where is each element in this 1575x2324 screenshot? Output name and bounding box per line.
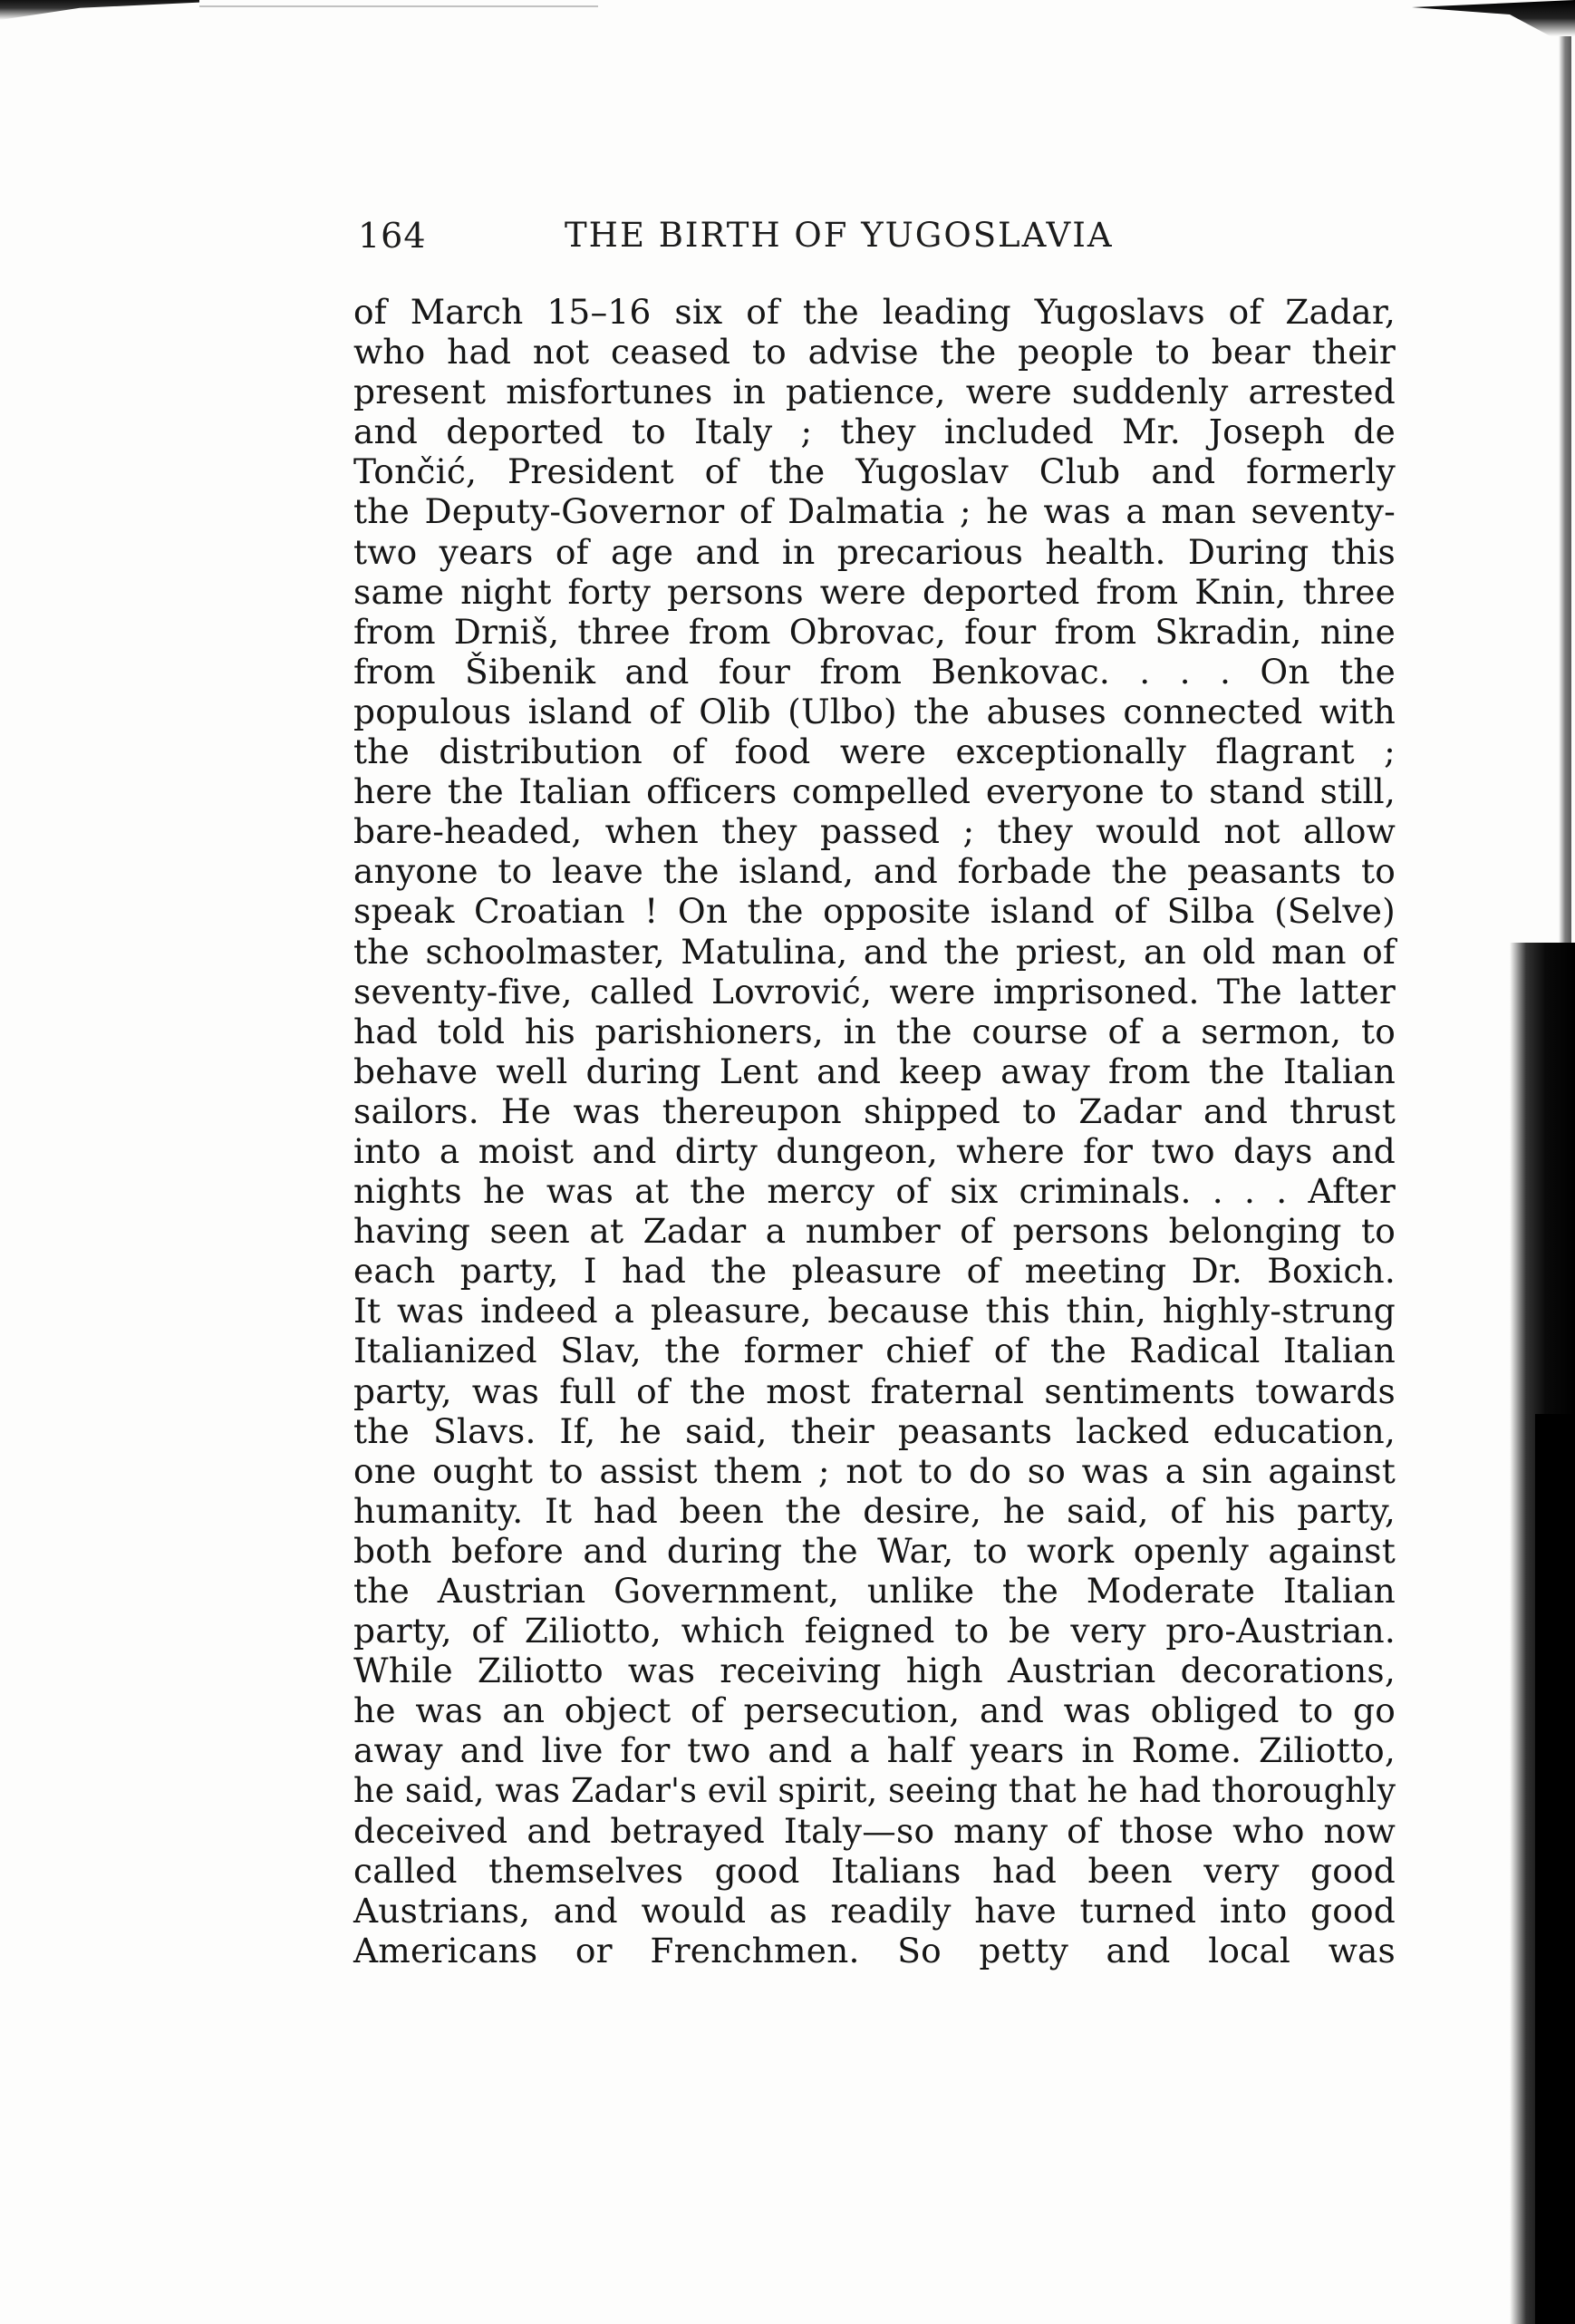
text-line: Americans or Frenchmen. So petty and local was — [353, 1930, 1396, 1971]
scan-edge-shadow — [1535, 1414, 1575, 2324]
body-text — [353, 292, 1396, 1971]
text-line: two years of age and in precarious health. During this — [353, 531, 1396, 572]
text-line: from Drniš, three from Obrovac, four from Skradin, nine — [353, 611, 1396, 652]
text-line: into a moist and dirty dungeon, where for two days and — [353, 1130, 1396, 1171]
page-header — [358, 210, 1396, 265]
text-line: each party, I had the pleasure of meeting Dr. Boxich. — [353, 1251, 1396, 1292]
text-line: party, of Ziliotto, which feigned to be very pro-Austrian. — [353, 1611, 1396, 1651]
text-line: called themselves good Italians had been very good — [353, 1850, 1396, 1891]
running-title: THE BIRTH OF YUGOSLAVIA — [565, 216, 1114, 255]
text-line: It was indeed a pleasure, because this thin, highly-strung — [353, 1291, 1396, 1331]
text-line: populous island of Olib (Ulbo) the abuses connected with — [353, 691, 1396, 731]
text-line: same night forty persons were deported from Knin, three — [353, 571, 1396, 612]
text-line: he was an object of persecution, and was obliged to go — [353, 1690, 1396, 1731]
text-line: he said, was Zadar's evil spirit, seeing that he had thoroughly — [353, 1770, 1396, 1811]
scan-edge-line — [199, 5, 598, 7]
text-line: Austrians, and would as readily have turned into good — [353, 1890, 1396, 1931]
text-line: present misfortunes in patience, were suddenly arrested — [353, 372, 1396, 412]
text-line: humanity. It had been the desire, he said, of his party, — [353, 1490, 1396, 1531]
text-line: away and live for two and a half years in Rome. Ziliotto, — [353, 1730, 1396, 1771]
text-line: Italianized Slav, the former chief of the Radical Italian — [353, 1331, 1396, 1371]
text-line: who had not ceased to advise the people to bear their — [353, 332, 1396, 373]
page-number: 164 — [358, 216, 427, 256]
text-line: having seen at Zadar a number of persons belonging to — [353, 1211, 1396, 1252]
text-line: here the Italian officers compelled everyone to stand still, — [353, 771, 1396, 812]
text-line: the Slavs. If, he said, their peasants lacked education, — [353, 1410, 1396, 1451]
scan-edge-shadow — [1559, 36, 1571, 943]
text-line: nights he was at the mercy of six criminals. . . . After — [353, 1171, 1396, 1212]
text-line: seventy-five, called Lovrović, were imprisoned. The latter — [353, 971, 1396, 1012]
scan-edge-shadow — [0, 0, 199, 20]
text-line: anyone to leave the island, and forbade the peasants to — [353, 851, 1396, 892]
text-line: one ought to assist them ; not to do so was a sin against — [353, 1450, 1396, 1491]
text-line: While Ziliotto was receiving high Austrian decorations, — [353, 1651, 1396, 1691]
text-line: and deported to Italy ; they included Mr. Joseph de — [353, 412, 1396, 452]
text-line: of March 15–16 six of the leading Yugoslavs of Zadar, — [353, 292, 1396, 332]
text-line: sailors. He was thereupon shipped to Zadar and thrust — [353, 1090, 1396, 1131]
text-line: both before and during the War, to work openly against — [353, 1530, 1396, 1571]
text-line: bare-headed, when they passed ; they would not allow — [353, 811, 1396, 852]
text-line: behave well during Lent and keep away from the Italian — [353, 1051, 1396, 1091]
text-line: the Deputy-Governor of Dalmatia ; he was a man seventy- — [353, 491, 1396, 532]
text-line: the Austrian Government, unlike the Moderate Italian — [353, 1571, 1396, 1611]
text-line: from Šibenik and four from Benkovac. . . . On the — [353, 651, 1396, 692]
text-line: deceived and betrayed Italy—so many of those who now — [353, 1810, 1396, 1851]
text-line: the schoolmaster, Matulina, and the priest, an old man of — [353, 931, 1396, 972]
text-line: Tončić, President of the Yugoslav Club and formerly — [353, 451, 1396, 492]
scan-edge-shadow — [1412, 0, 1575, 36]
text-line: party, was full of the most fraternal sentiments towards — [353, 1370, 1396, 1411]
text-line: had told his parishioners, in the course of a sermon, to — [353, 1011, 1396, 1051]
text-line: the distribution of food were exceptionally flagrant ; — [353, 731, 1396, 772]
text-line: speak Croatian ! On the opposite island of Silba (Selve) — [353, 891, 1396, 932]
